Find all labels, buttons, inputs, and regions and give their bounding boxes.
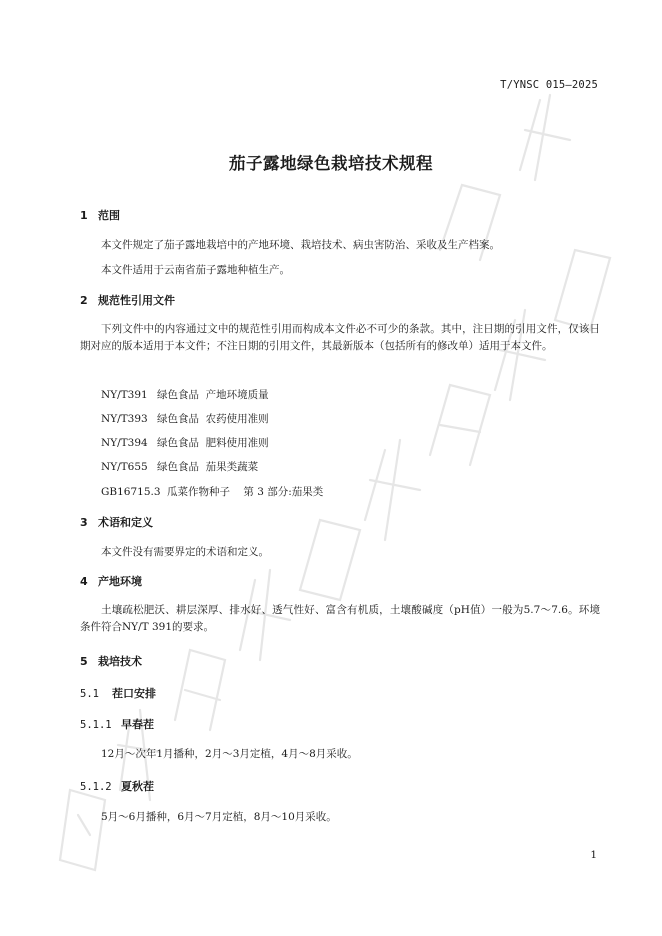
- reference-item: [101, 387, 269, 404]
- section-heading-4: [80, 573, 142, 589]
- section-number: 5: [80, 655, 88, 668]
- paragraph: 本文件规定了茄子露地栽培中的产地环境、栽培技术、病虫害防治、采收及生产档案。: [101, 239, 500, 251]
- reference-item: [101, 484, 323, 501]
- reference-item: [101, 459, 258, 476]
- section-number: 3: [80, 516, 88, 529]
- section-number: 5.1: [80, 688, 99, 700]
- subsection-heading-5-1-2: [80, 778, 154, 794]
- section-heading-5: [80, 653, 142, 669]
- reference-title: 绿色食品 产地环境质量: [157, 389, 269, 401]
- reference-code: NY/T391: [101, 389, 148, 401]
- section-number: 1: [80, 209, 88, 222]
- section-title: 术语和定义: [98, 516, 153, 529]
- reference-code: NY/T655: [101, 461, 148, 473]
- section-title: 规范性引用文件: [98, 294, 175, 307]
- paragraph: 12月～次年1月播种，2月～3月定植，4月～8月采收。: [101, 748, 358, 760]
- document-code: T/YNSC 015—2025: [500, 79, 598, 91]
- page-title: 茄子露地绿色栽培技术规程: [229, 154, 433, 173]
- section-heading-2: [80, 292, 175, 308]
- section-number: 5.1.2: [80, 781, 112, 793]
- section-number: 5.1.1: [80, 719, 112, 731]
- reference-item: [101, 435, 269, 452]
- section-title: 范围: [98, 209, 120, 222]
- section-number: 4: [80, 575, 88, 588]
- reference-title: 绿色食品 茄果类蔬菜: [157, 461, 259, 473]
- paragraph: 下列文件中的内容通过文中的规范性引用而构成本文件必不可少的条款。其中，注日期的引用文件，仅该日期对应的版本适用于本文件；不注日期的引用文件，其最新版本（包括所有的修改单）适用于本文件。: [80, 323, 600, 352]
- section-title: 茬口安排: [112, 687, 156, 700]
- reference-title: 绿色食品 农药使用准则: [157, 413, 269, 425]
- reference-title: 瓜菜作物种子 第 3 部分:茄果类: [167, 486, 324, 498]
- section-title: 产地环境: [98, 575, 142, 588]
- paragraph: 本文件没有需要界定的术语和定义。: [101, 546, 269, 558]
- paragraph: 本文件适用于云南省茄子露地种植生产。: [101, 264, 290, 276]
- subsection-heading-5-1-1: [80, 716, 154, 732]
- section-heading-1: [80, 207, 120, 223]
- section-heading-3: [80, 514, 153, 530]
- section-title: 早春茬: [121, 718, 154, 731]
- reference-code: NY/T394: [101, 437, 148, 449]
- section-number: 2: [80, 294, 88, 307]
- section-title: 夏秋茬: [121, 780, 154, 793]
- paragraph: 土壤疏松肥沃、耕层深厚、排水好、透气性好、富含有机质，土壤酸碱度（pH值）一般为5.7～7.6。环境条件符合NY/T 391的要求。: [80, 604, 600, 633]
- page-number: 1: [590, 849, 597, 861]
- reference-item: [101, 411, 269, 428]
- reference-code: GB16715.3: [101, 486, 161, 498]
- subsection-heading-5-1: [80, 685, 156, 701]
- section-title: 栽培技术: [98, 655, 142, 668]
- reference-title: 绿色食品 肥料使用准则: [157, 437, 269, 449]
- paragraph: 5月～6月播种，6月～7月定植，8月～10月采收。: [101, 811, 337, 823]
- reference-code: NY/T393: [101, 413, 148, 425]
